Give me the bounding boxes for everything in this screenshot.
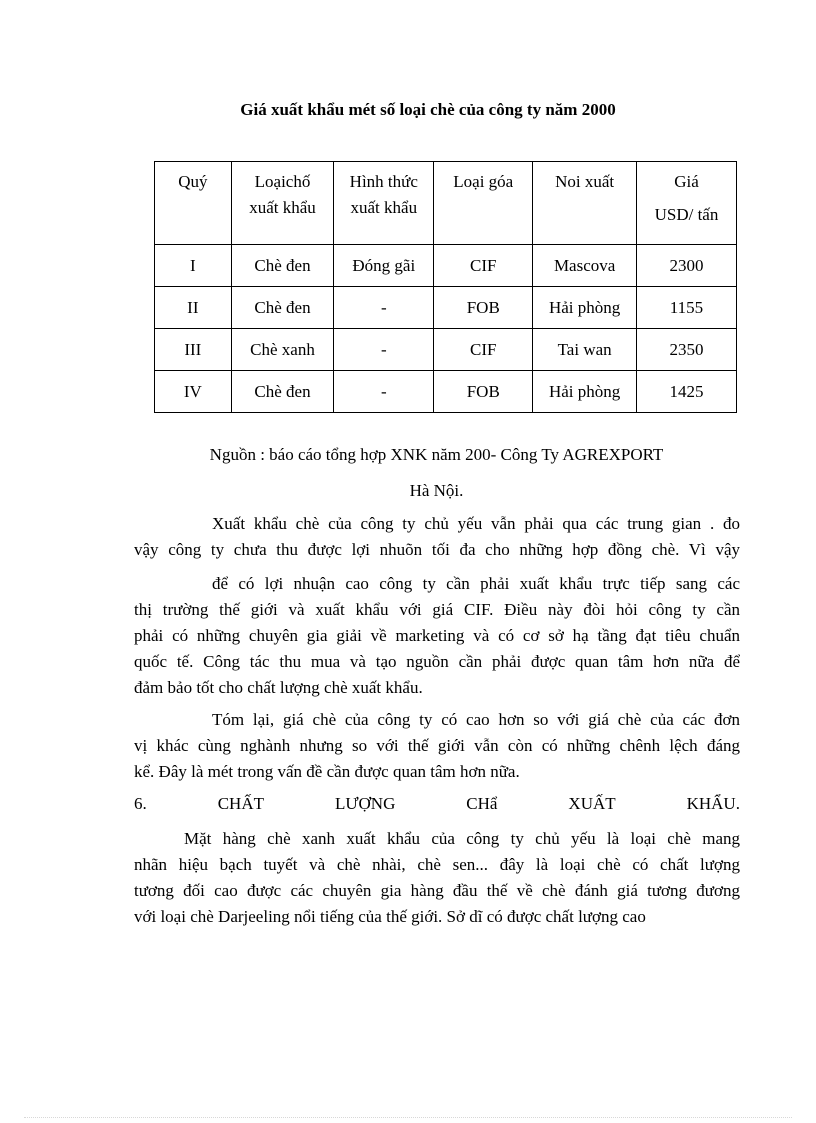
- table-cell: CIF: [434, 329, 533, 371]
- header-cell-export-form: Hình thức xuất khẩu: [334, 162, 434, 245]
- table-cell: CIF: [434, 245, 533, 287]
- paragraph-direct-export: [134, 571, 740, 701]
- header-cell-price: Giá USD/ tấn: [636, 162, 736, 245]
- table-cell: II: [155, 287, 232, 329]
- paragraph-intermediaries: [134, 511, 740, 563]
- paragraph-line: Xuất khẩu chè của công ty chủ yếu vẫn phải qua các trung gian . đo: [212, 514, 740, 533]
- table-cell: Chè đen: [231, 245, 334, 287]
- paragraph-line: phải có những chuyên gia giải về marketing và có cơ sở hạ tầng đạt tiêu chuẩn: [134, 626, 740, 645]
- paragraph-line: với loại chè Darjeeling nổi tiếng của thế giới. Sở dĩ có được chất lượng cao: [134, 907, 646, 926]
- header-cell-quarter: Quý: [155, 162, 232, 245]
- table-cell: Chè đen: [231, 287, 334, 329]
- table-cell: -: [334, 329, 434, 371]
- paragraph-line: thị trường thế giới và xuất khẩu với giá CIF. Điều này đòi hỏi công ty cần: [134, 600, 740, 619]
- table-cell: 2350: [636, 329, 736, 371]
- paragraph-line: đảm bảo tốt cho chất lượng chè xuất khẩu.: [134, 678, 423, 697]
- table-cell: III: [155, 329, 232, 371]
- header-cell-price-type: Loại góa: [434, 162, 533, 245]
- section-heading-word: XUẤT: [568, 794, 616, 813]
- table-row: [155, 371, 737, 413]
- section-heading: [134, 794, 740, 814]
- paragraph-line: kể. Đây là mét trong vấn đề cần được quan tâm hơn nữa.: [134, 762, 520, 781]
- table-cell: Chè đen: [231, 371, 334, 413]
- table-row: [155, 287, 737, 329]
- header-cell-destination: Noi xuất: [533, 162, 637, 245]
- table-cell: -: [334, 287, 434, 329]
- table-cell: IV: [155, 371, 232, 413]
- paragraph-line: nhãn hiệu bạch tuyết và chè nhài, chè sen... đây là loại chè có chất lượng: [134, 855, 740, 874]
- paragraph-green-tea: [134, 826, 740, 930]
- table-row: [155, 329, 737, 371]
- table-cell: 1425: [636, 371, 736, 413]
- table-cell: Chè xanh: [231, 329, 334, 371]
- paragraph-line: Mặt hàng chè xanh xuất khẩu của công ty chủ yếu là loại chè mang: [184, 829, 740, 848]
- table-cell: 1155: [636, 287, 736, 329]
- paragraph-line: tương đối cao được các chuyên gia hàng đầu thế về chè đánh giá tương đương: [134, 881, 740, 900]
- section-heading-word: LƯỢNG: [334, 794, 396, 813]
- export-price-table: [154, 161, 737, 413]
- table-row: [155, 245, 737, 287]
- table-cell: Đóng gãi: [334, 245, 434, 287]
- paragraph-line: vậy công ty chưa thu được lợi nhuõn tối đa cho những hợp đồng chè. Vì vậy: [134, 540, 740, 559]
- paragraph-line: để có lợi nhuận cao công ty cần phải xuất khẩu trực tiếp sang các: [212, 574, 740, 593]
- paragraph-line: vị khác cùng nghành nhưng so với thế giới vẫn còn có những chênh lệch đáng: [134, 736, 740, 755]
- table-cell: -: [334, 371, 434, 413]
- section-heading-word: CHẤT: [217, 794, 264, 813]
- table-title: Giá xuất khẩu mét số loại chè của công ty năm 2000: [240, 100, 616, 119]
- table-cell: FOB: [434, 371, 533, 413]
- table-cell: Tai wan: [533, 329, 637, 371]
- table-cell: Hải phòng: [533, 371, 637, 413]
- paragraph-summary: [134, 707, 740, 785]
- table-cell: I: [155, 245, 232, 287]
- source-note: Nguồn : báo cáo tổng hợp XNK năm 200- Công Ty AGREXPORT: [209, 445, 664, 464]
- paragraph-line: Tóm lại, giá chè của công ty có cao hơn so với giá chè của các đơn: [212, 710, 740, 729]
- header-cell-tea-type: Loạichố xuất khẩu: [231, 162, 334, 245]
- table-header-row: [155, 162, 737, 245]
- section-number: 6.: [134, 794, 147, 813]
- page-bottom-divider: [24, 1117, 792, 1118]
- table-cell: Mascova: [533, 245, 637, 287]
- paragraph-line: quốc tế. Công tác thu mua và tạo nguồn cần phải được quan tâm hơn nữa để: [134, 652, 740, 671]
- table-cell: 2300: [636, 245, 736, 287]
- table-cell: Hải phòng: [533, 287, 637, 329]
- section-heading-word: KHẨU.: [686, 794, 740, 813]
- table-cell: FOB: [434, 287, 533, 329]
- section-heading-word: CHẩ: [466, 794, 498, 813]
- source-location: Hà Nội.: [409, 481, 464, 500]
